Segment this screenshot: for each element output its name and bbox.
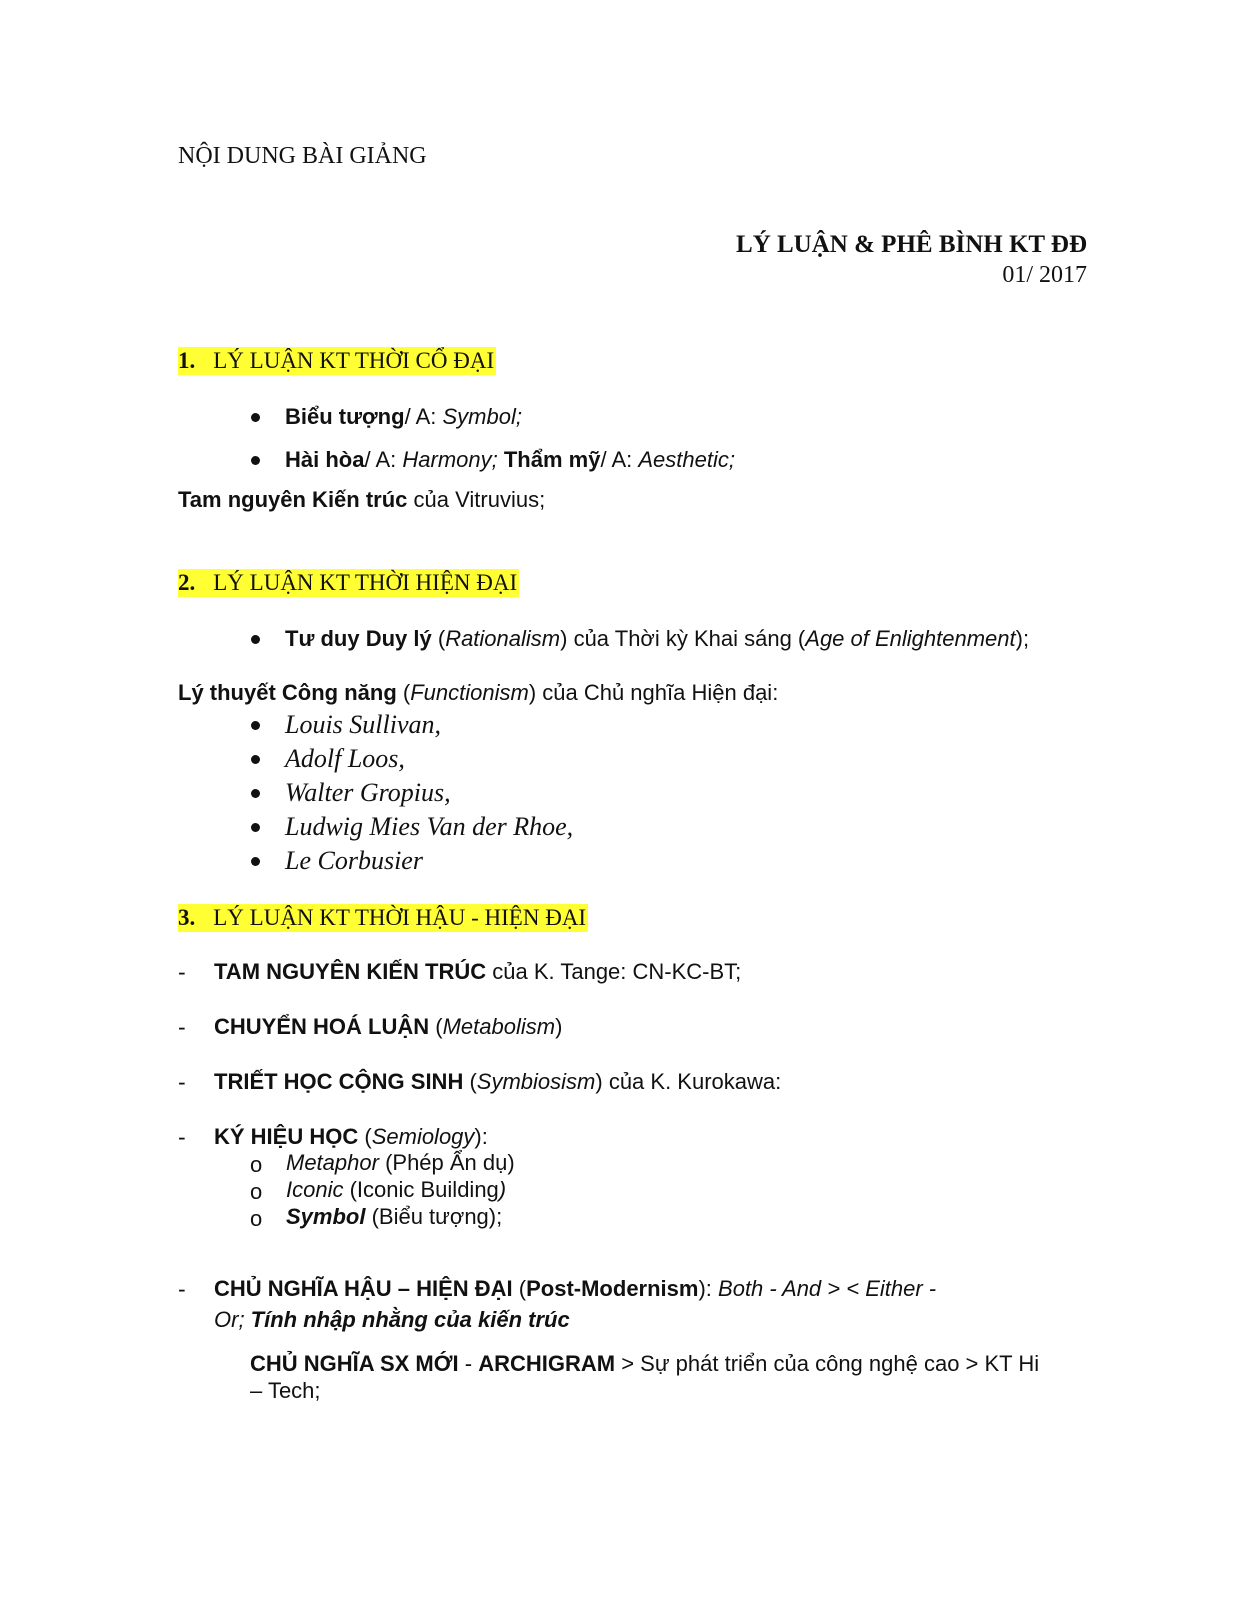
section-3-item-tam-nguyen: TAM NGUYÊN KIẾN TRÚC của K. Tange: CN-KC-BT; [214,959,742,984]
course-date: 01/ 2017 [1002,262,1087,288]
section-3-item-symbiosism: TRIẾT HỌC CỘNG SINH (Symbiosism) của K. Kurokawa: [214,1069,782,1094]
section-2-heading [178,569,519,597]
circle-bullet-icon: o [250,1179,263,1204]
sub-item-iconic: Iconic (Iconic Building) [286,1177,507,1202]
section-1-bullet-harmony: Hài hòa/ A: Harmony; Thẩm mỹ/ A: Aesthetic; [285,447,735,472]
section-1-title: LÝ LUẬN KT THỜI CỔ ĐẠI [213,348,495,373]
architect-item: Adolf Loos, [285,744,405,773]
document-title: NỘI DUNG BÀI GIẢNG [178,143,427,169]
bullet-icon [251,857,260,866]
architect-item: Le Corbusier [285,846,423,875]
bullet-icon [251,635,260,644]
dash-icon: - [178,959,186,985]
architect-item: Ludwig Mies Van der Rhoe, [285,812,574,841]
section-3-heading [178,904,588,932]
section-2-paragraph: Lý thuyết Công năng (Functionism) của Chủ nghĩa Hiện đại: [178,680,779,705]
section-2-number: 2. [178,570,196,595]
bullet-icon [251,789,260,798]
dash-icon: - [178,1276,186,1302]
section-3-item-post-modernism: CHỦ NGHĨA HẬU – HIỆN ĐẠI (Post-Modernism): Both - And > < Either - [214,1276,937,1301]
section-1-bullet-symbol: Biểu tượng/ A: Symbol; [285,404,522,429]
section-3-number: 3. [178,905,196,930]
section-2-bullet-rationalism: Tư duy Duy lý (Rationalism) của Thời kỳ Khai sáng (Age of Enlightenment); [285,626,1030,651]
dash-icon: - [178,1124,186,1150]
architect-item: Walter Gropius, [285,778,451,807]
section-3-item-archigram: CHỦ NGHĨA SX MỚI - ARCHIGRAM > Sự phát triển của công nghệ cao > KT Hi [250,1351,1040,1376]
circle-bullet-icon: o [250,1152,263,1177]
course-title: LÝ LUẬN & PHÊ BÌNH KT ĐĐ [736,231,1087,258]
section-3-title: LÝ LUẬN KT THỜI HẬU - HIỆN ĐẠI [213,905,587,930]
section-3-item-metabolism: CHUYỂN HOÁ LUẬN (Metabolism) [214,1014,563,1039]
dash-icon: - [178,1069,186,1095]
bullet-icon [251,456,260,465]
section-3-item-archigram-line2: – Tech; [250,1378,321,1403]
section-3-item-post-modernism-line2: Or; Tính nhập nhằng của kiến trúc [214,1307,570,1332]
bullet-icon [251,413,260,422]
section-3-item-semiology: KÝ HIỆU HỌC (Semiology): [214,1124,488,1149]
section-1-number: 1. [178,348,196,373]
section-1-paragraph: Tam nguyên Kiến trúc của Vitruvius; [178,487,546,512]
bullet-icon [251,823,260,832]
dash-icon: - [178,1014,186,1040]
section-1-heading [178,347,496,375]
section-2-title: LÝ LUẬN KT THỜI HIỆN ĐẠI [213,570,518,595]
bullet-icon [251,721,260,730]
circle-bullet-icon: o [250,1206,263,1231]
sub-item-symbol: Symbol (Biểu tượng); [286,1204,503,1229]
architect-item: Louis Sullivan, [285,710,442,739]
bullet-icon [251,755,260,764]
sub-item-metaphor: Metaphor (Phép Ẩn dụ) [286,1150,515,1175]
